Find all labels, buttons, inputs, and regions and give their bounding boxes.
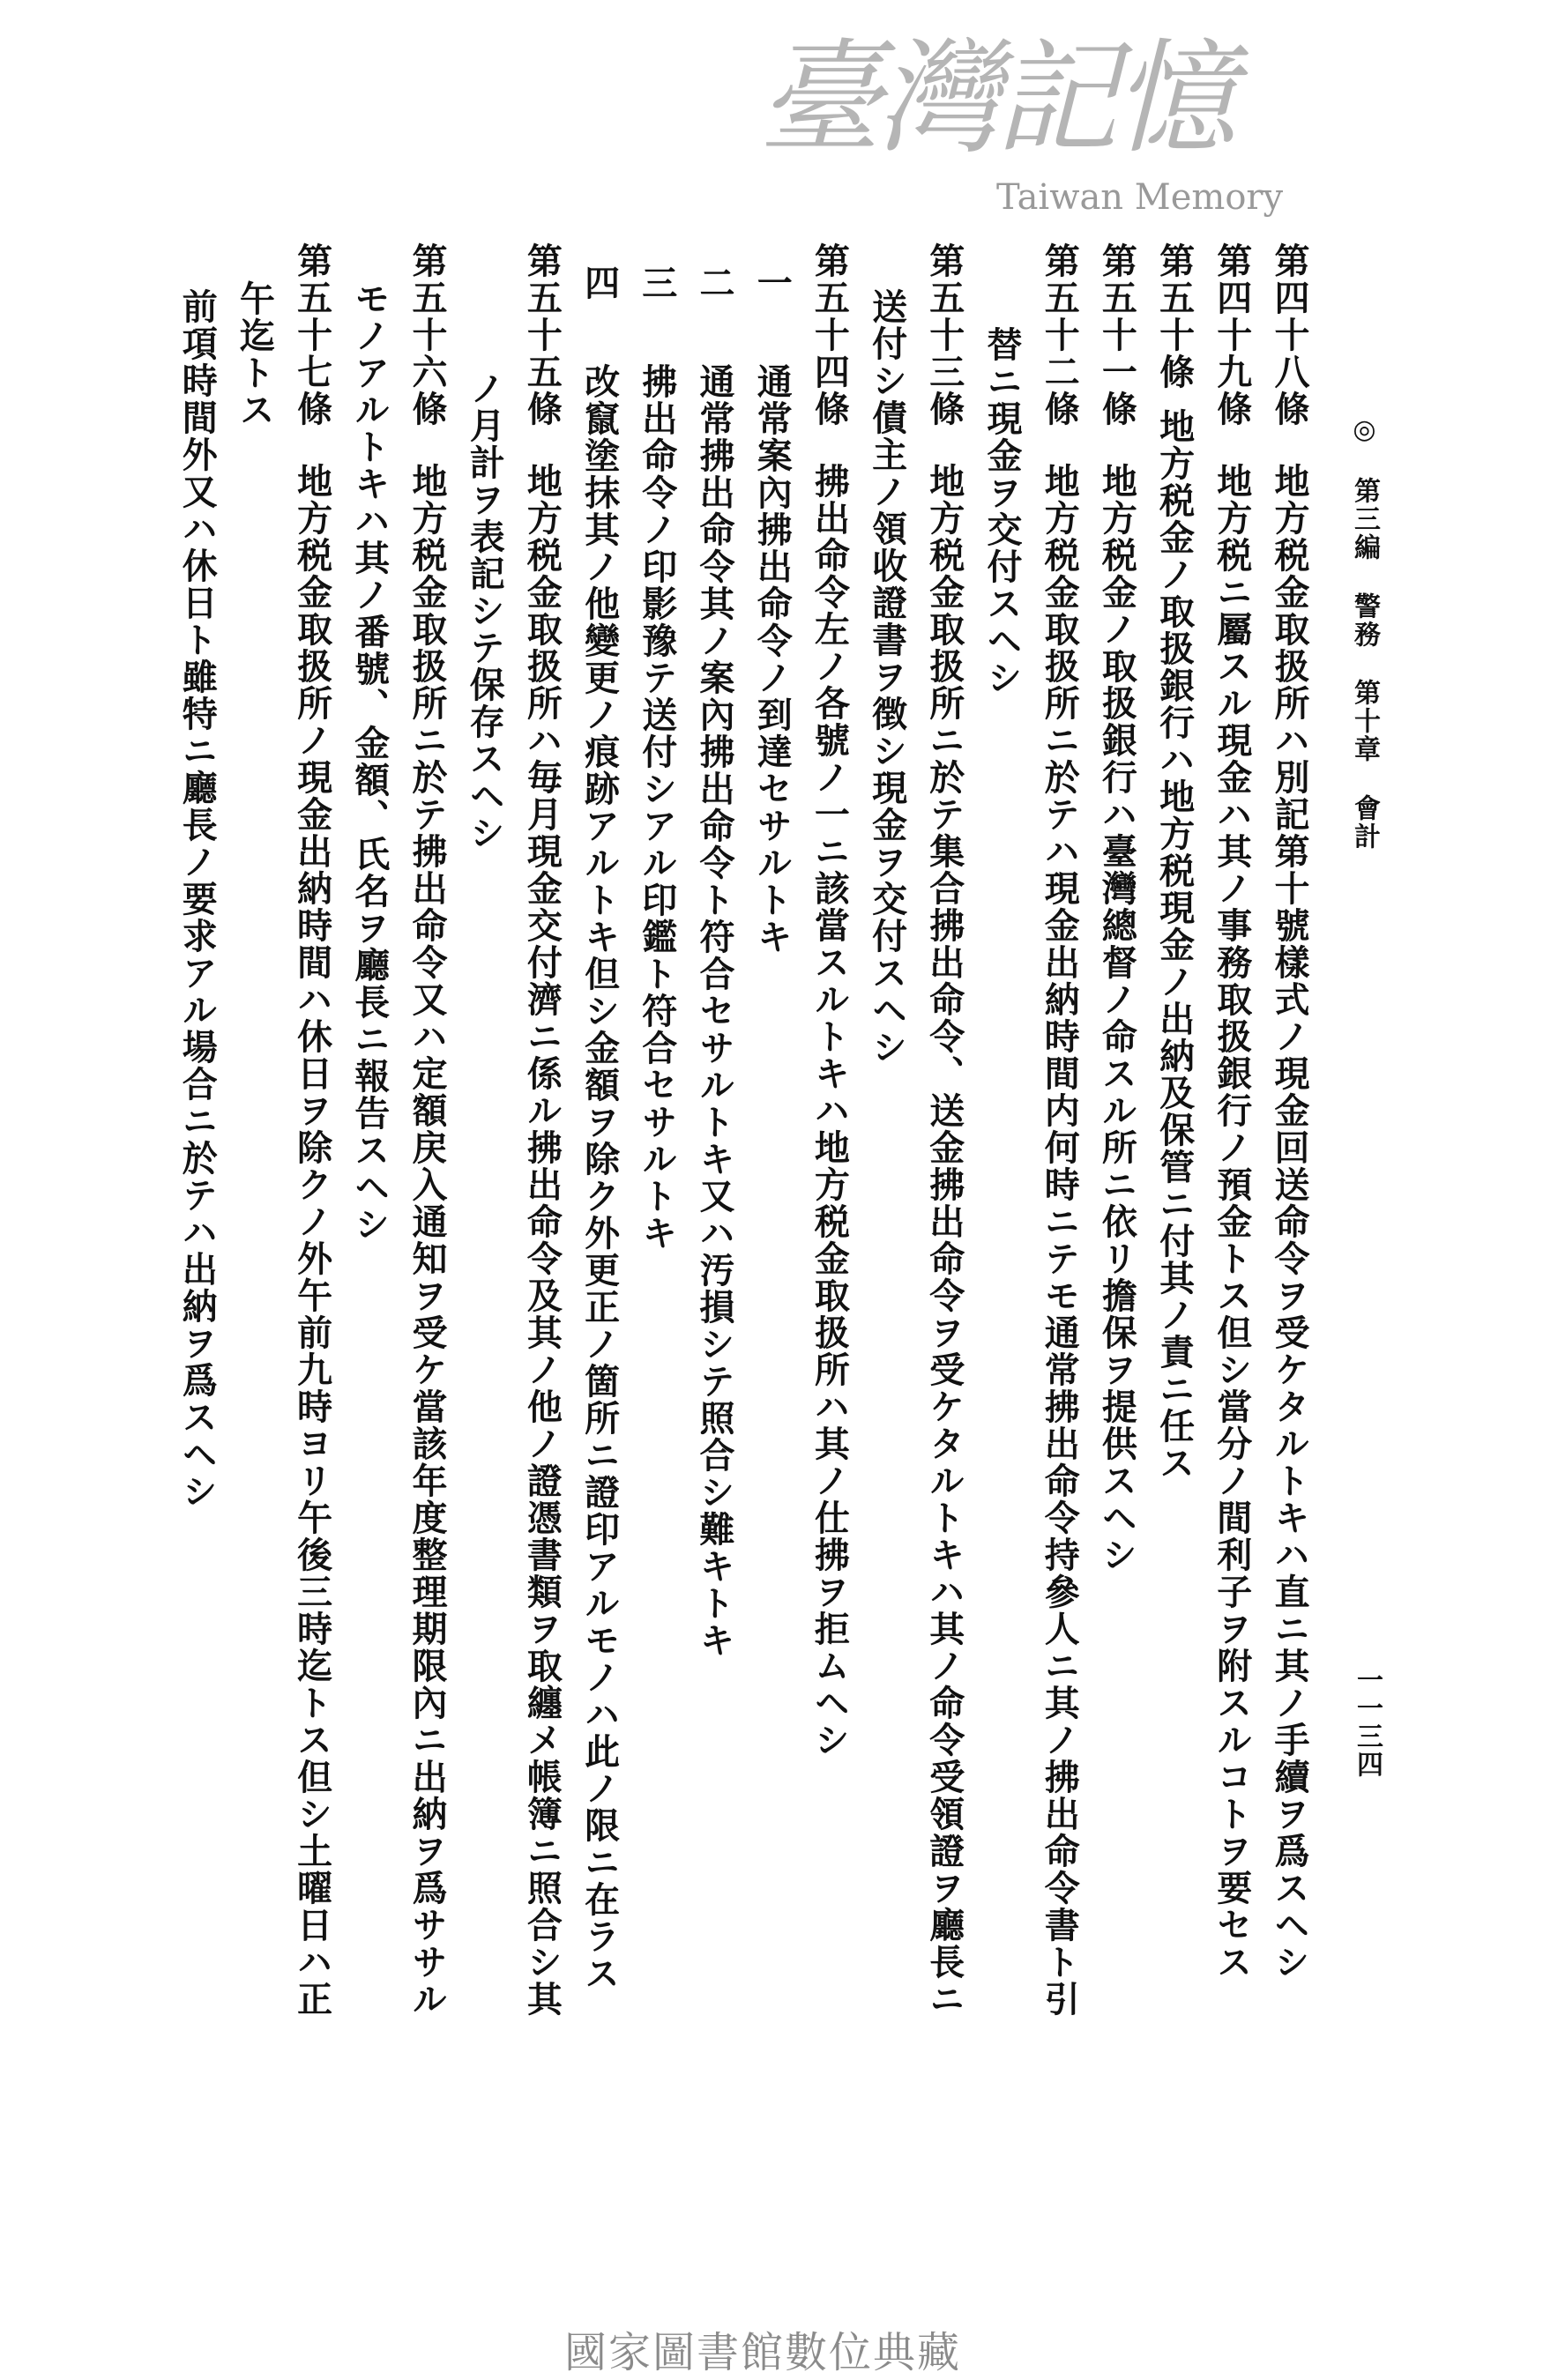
column-text: 午迄トス	[234, 280, 276, 428]
item-number: 四	[578, 264, 621, 301]
article-number: 第五十一條	[1096, 242, 1138, 428]
article-number: 第四十九條	[1211, 242, 1253, 428]
column-text: モノアルトキハ其ノ番號、金額、氏名ヲ廳長ニ報告スヘシ	[348, 280, 391, 1243]
column-text: 地方税金取扱所ニ於テ集合拂出命令、送金拂出命令ヲ受ケタルトキハ其ノ命令受領證ヲ廳長ニ	[923, 463, 965, 2018]
column-text: 替ニ現金ヲ交付スヘシ	[981, 326, 1023, 696]
running-header	[1345, 414, 1383, 870]
column-text: 地方税金ノ取扱銀行ハ臺灣總督ノ命スル所ニ依リ擔保ヲ提供スヘシ	[1096, 463, 1138, 1573]
article-number: 第五十五條	[521, 242, 563, 428]
continuation-line	[865, 288, 909, 1066]
continuation-line	[175, 288, 219, 1510]
column-text: 通常拂出命令其ノ案內拂出命令ト符合セサルトキ又ハ汚損シテ照合シ難キトキ	[694, 363, 735, 1659]
column-text: 地方税金取扱所ニ於テハ現金出納時間内何時ニテモ通常拂出命令持參人ニ其ノ拂出命令書ト引	[1039, 463, 1081, 2018]
article-number: 第五十六條	[406, 242, 448, 428]
page-number: 一一三四	[1352, 1666, 1383, 1779]
article-number: 第五十三條	[923, 242, 965, 428]
continuation-line	[980, 326, 1024, 696]
continuation-line	[462, 370, 506, 852]
column-text: 地方税ニ屬スル現金ハ其ノ事務取扱銀行ノ預金トス但シ當分ノ間利子ヲ附スルコトヲ要セス	[1211, 463, 1253, 1981]
header-mark: ◎	[1349, 414, 1380, 447]
article-number: 第五十條	[1153, 242, 1196, 390]
header-chapter: 第十章	[1349, 679, 1380, 764]
article-number: 第五十二條	[1039, 242, 1081, 428]
column-text: 地方税金ノ取扱銀行ハ地方税現金ノ出納及保管ニ付其ノ責ニ任ス	[1153, 408, 1196, 1482]
item-number: 三	[636, 264, 678, 301]
continuation-line	[347, 280, 391, 1243]
article	[1210, 242, 1254, 1981]
watermark: 臺灣記憶	[758, 27, 1232, 171]
column-text: 地方税金取扱所ノ現金出納時間ハ休日ヲ除クノ外午前九時ヨリ午後三時迄トス但シ土曜日ハ正	[291, 463, 333, 2018]
column-text: ノ月計ヲ表記シテ保存スヘシ	[464, 370, 506, 852]
article	[290, 242, 334, 2018]
watermark-subtext: Taiwan Memory	[996, 177, 1284, 218]
article	[1267, 242, 1311, 1981]
article	[519, 242, 563, 2018]
header-subject: 警務	[1349, 591, 1380, 649]
column-text: 拂出命令ノ印影豫テ送付シアル印鑑ト符合セサルトキ	[636, 363, 678, 1252]
column-text: 通常案內拂出命令ノ到達セサルトキ	[751, 363, 794, 956]
list-item	[692, 264, 736, 1659]
article-number: 第四十八條	[1269, 242, 1310, 428]
article	[922, 242, 966, 2018]
item-number: 二	[694, 264, 735, 301]
header-chapter-title: 會計	[1349, 793, 1380, 851]
article	[405, 242, 449, 2018]
item-number: 一	[751, 264, 794, 301]
column-text: 送付シ債主ノ領收證書ヲ徴シ現金ヲ交付スヘシ	[866, 288, 908, 1066]
footer-credit: 國家圖書館數位典藏	[564, 2328, 962, 2377]
list-item	[749, 264, 794, 956]
article-number: 第五十四條	[809, 242, 851, 428]
column-text: 前項時間外又ハ休日ト雖特ニ廳長ノ要求アル場合ニ於テハ出納ヲ爲スヘシ	[176, 288, 219, 1510]
header-part: 第三編	[1349, 477, 1380, 562]
list-item	[578, 264, 622, 1992]
list-item	[635, 264, 679, 1252]
column-text: 地方税金取扱所ハ毎月現金交付濟ニ係ル拂出命令及其ノ他ノ證憑書類ヲ取纏メ帳簿ニ照合シ其	[521, 463, 563, 2018]
article	[1094, 242, 1138, 1573]
column-text: 地方税金取扱所ハ別記第十號樣式ノ現金回送命令ヲ受ケタルトキハ直ニ其ノ手續ヲ爲スヘシ	[1269, 463, 1310, 1981]
continuation-line	[232, 280, 276, 428]
article-number: 第五十七條	[291, 242, 333, 428]
column-text: 拂出命令左ノ各號ノ一ニ該當スルトキハ地方税金取扱所ハ其ノ仕拂ヲ拒ムヘシ	[809, 463, 851, 1759]
article	[807, 242, 851, 1759]
article	[1037, 242, 1081, 2018]
column-text: 地方税金取扱所ニ於テ拂出命令又ハ定額戻入通知ヲ受ケ當該年度整理期限內ニ出納ヲ爲ササル	[406, 463, 448, 2018]
column-text: 改竄塗抹其ノ他變更ノ痕跡アルトキ但シ金額ヲ除ク外更正ノ箇所ニ證印アルモノハ此ノ限ニ在ラス	[578, 363, 621, 1992]
article	[1152, 242, 1196, 1482]
